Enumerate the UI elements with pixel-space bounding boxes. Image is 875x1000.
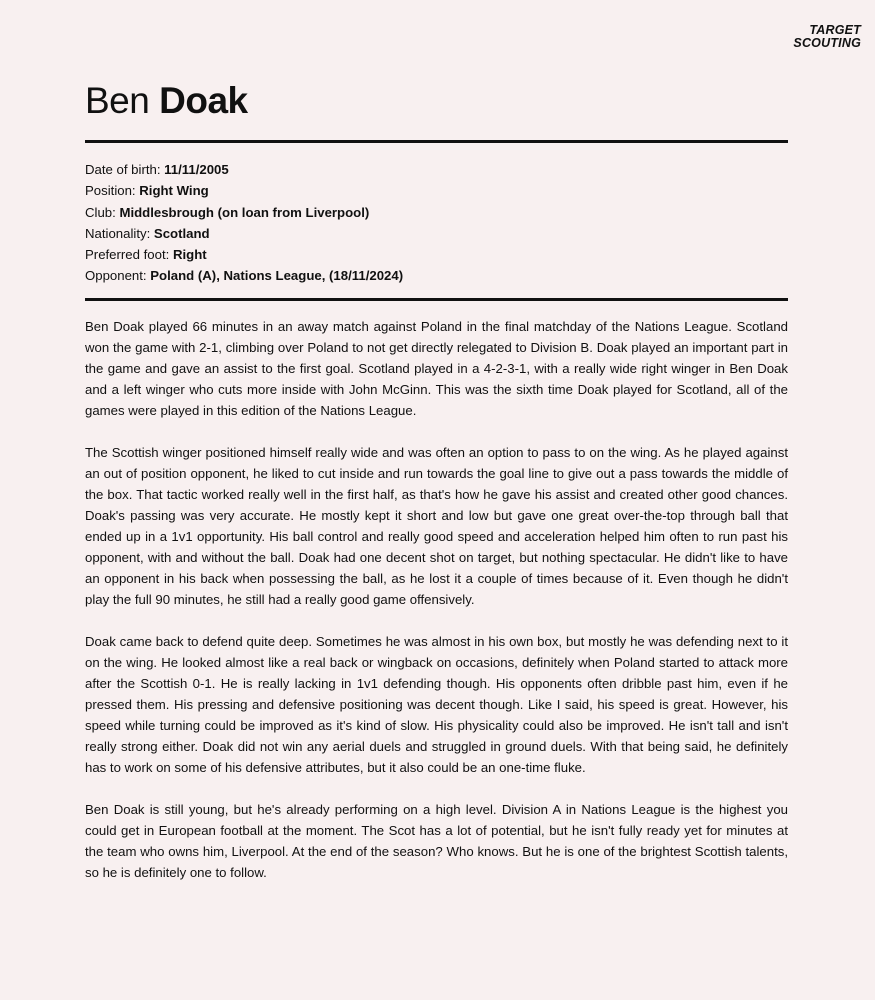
info-label: Preferred foot: [85,247,173,263]
info-label: Nationality: [85,225,154,241]
page-title [85,78,248,124]
info-date-of-birth [85,159,788,180]
info-value: 11/11/2005 [164,162,229,177]
player-info-list [85,159,788,287]
player-last-name: Doak [159,80,248,121]
brand-logo-line-1: TARGET [809,23,861,37]
report-paragraph-1: Ben Doak played 66 minutes in an away match against Poland in the final matchday of the Nations League. Scotland won the game with 2-1, climbing over Poland to not get directly relegated to Division B. Doak played an important part in the game and gave an assist to the first goal. Scotland played in a 4-2-3-1, with a really wide right winger in Ben Doak and a left winger who cuts more inside with John McGinn. This was the sixth time Doak played for Scotland, all of the games were played in this edition of the Nations League. [85,319,788,418]
info-preferred-foot [85,244,788,265]
info-opponent [85,265,788,286]
info-value: Right Wing [139,183,209,199]
info-nationality [85,223,788,244]
info-value: Poland (A), Nations League, (18/11/2024) [150,268,404,284]
info-value: Right [172,247,207,263]
top-divider [85,140,788,143]
info-label: Club: [85,204,120,220]
info-label: Date of birth: [85,162,165,177]
info-label: Opponent: [85,268,151,284]
info-club [85,202,788,223]
info-position [85,180,788,201]
report-paragraph-2: The Scottish winger positioned himself really wide and was often an option to pass to on the wing. As he played against an out of position opponent, he liked to cut inside and run towards the goal line to give out a pass towards the middle of the box. That tactic worked really well in the first half, as that's how he gave his assist and created other good chances. Doak's passing was very accurate. He mostly kept it short and low but gave one great over-the-top through ball that ended up in a 1v1 opportunity. His ball control and really good speed and acceleration helped him often to run past his opponent, with and without the ball. Doak had one decent shot on target, but nothing spectacular. He didn't like to have an opponent in his back when possessing the ball, as he lost it a couple of times because of it. Even though he didn't play the full 90 minutes, he still had a really good game offensively. [85,445,788,607]
brand-logo [793,24,861,50]
bottom-divider [85,298,788,301]
report-paragraph-3: Doak came back to defend quite deep. Sometimes he was almost in his own box, but mostly he was defending next to it on the wing. He looked almost like a real back or wingback on occasions, definitely when Poland started to attack more after the Scottish 0-1. He is really lacking in 1v1 defending though. His opponents often dribble past him, even if he pressed them. His pressing and defensive positioning was decent though. Like I said, his speed is great. However, his speed while turning could be improved as it's kind of slow. His physicality could also be improved. He isn't tall and isn't really strong either. Doak did not win any aerial duels and struggled in ground duels. With that being said, he definitely has to work on some of his defensive attributes, but it also could be an one-time fluke. [85,634,788,775]
info-value: Middlesbrough (on loan from Liverpool) [119,204,370,220]
info-label: Position: [85,183,140,199]
report-body [85,316,788,883]
info-value: Scotland [153,225,210,241]
player-first-name: Ben [85,80,150,121]
brand-logo-line-2: SCOUTING [793,36,861,50]
report-paragraph-4: Ben Doak is still young, but he's already performing on a high level. Division A in Nations League is the highest you could get in European football at the moment. The Scot has a lot of potential, but he isn't fully ready yet for minutes at the team who owns him, Liverpool. At the end of the season? Who knows. But he is one of the brightest Scottish talents, so he is definitely one to follow. [85,802,788,880]
